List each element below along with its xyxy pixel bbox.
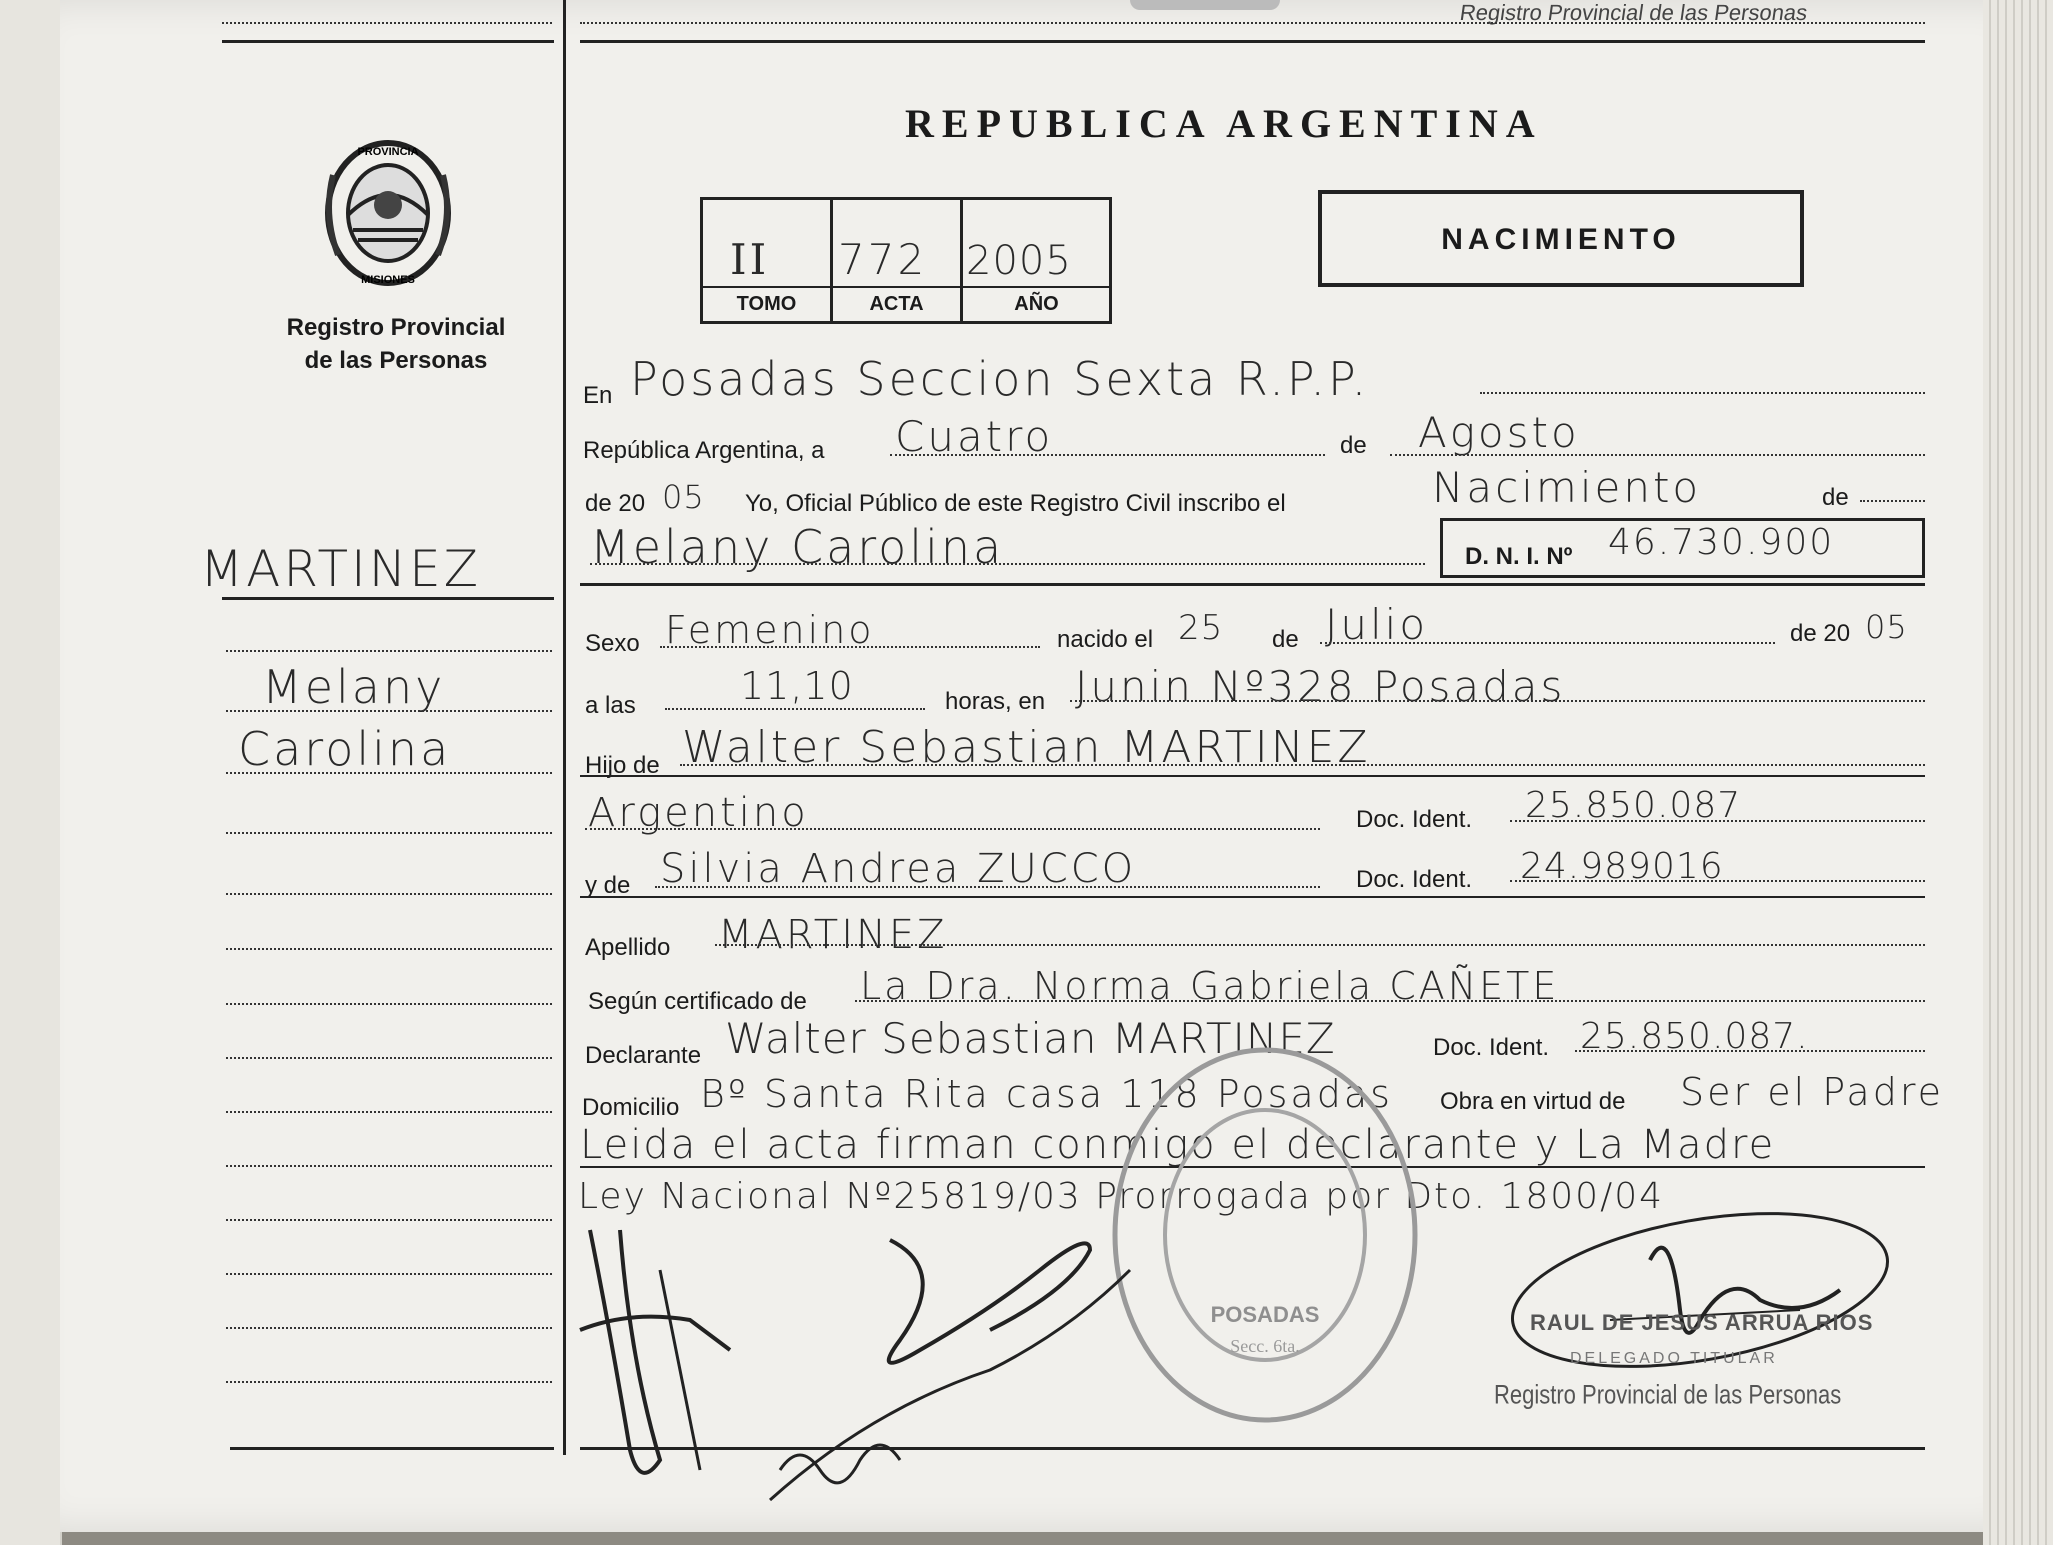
dotted-line	[226, 832, 552, 834]
dotted-line	[226, 1273, 552, 1275]
stamp-section: Secc. 6ta.	[1230, 1336, 1300, 1356]
year-suffix: 05	[662, 478, 705, 516]
day-word: Cuatro	[895, 412, 1054, 461]
book-binding	[0, 0, 62, 1545]
registry-line2: de las Personas	[304, 347, 488, 374]
father-doc: 25.850.087	[1525, 785, 1742, 826]
birth-place: Junin Nº328 Posadas	[1075, 662, 1566, 711]
signature-official-icon	[1500, 1200, 1900, 1400]
dotted-line	[1390, 454, 1925, 456]
doc-label-mother: Doc. Ident.	[1356, 866, 1473, 893]
republica-label: República Argentina, a	[583, 437, 825, 464]
dotted-line	[1510, 880, 1925, 882]
dotted-line	[665, 708, 925, 710]
official-office: Registro Provincial de las Personas	[1494, 1379, 1842, 1410]
dotted-line	[660, 646, 1040, 648]
margin-surname: MARTINEZ	[200, 540, 481, 598]
horas-label: horas, en	[945, 688, 1046, 715]
dotted-line	[226, 710, 552, 712]
declarante-value: Walter Sebastian MARTINEZ	[725, 1014, 1336, 1063]
domicilio-label: Domicilio	[582, 1094, 680, 1121]
certificate-value: La Dra. Norma Gabriela CAÑETE	[860, 964, 1560, 1008]
top-seal-fragment	[1130, 0, 1280, 10]
left-bottom-rule	[230, 1447, 554, 1450]
obra-label: Obra en virtud de	[1440, 1088, 1626, 1115]
father-nationality: Argentino	[588, 790, 809, 836]
dotted-line	[226, 772, 552, 774]
en-label: En	[583, 382, 613, 409]
top-stamp-text: Registro Provincial de las Personas	[1458, 0, 1810, 25]
signature-declarante-icon	[570, 1210, 1170, 1510]
acta-label: ACTA	[869, 293, 924, 315]
main-top-rule	[580, 40, 1925, 43]
de-label2: de	[1822, 484, 1849, 511]
segun-label: Según certificado de	[588, 988, 807, 1015]
seal-text-top: PROVINCIA	[357, 146, 419, 158]
ano-value: 2005	[966, 238, 1072, 284]
margin-name1: Melany	[262, 660, 446, 714]
de-label: de	[1340, 432, 1367, 459]
child-name: Melany Carolina	[590, 520, 1005, 574]
doc-label-declarante: Doc. Ident.	[1433, 1034, 1550, 1061]
row-rule	[580, 775, 1925, 777]
province-seal-icon	[318, 135, 458, 290]
note-line1: Leida el acta firman conmigo el declarante y La Madre	[580, 1122, 1776, 1168]
dotted-line	[655, 886, 1320, 888]
tomo-value: II	[730, 235, 770, 284]
birth-year-suffix: 05	[1865, 608, 1908, 646]
surname-rule	[222, 597, 554, 600]
nacido-label: nacido el	[1057, 626, 1154, 653]
mother-name: Silvia Andrea ZUCCO	[660, 846, 1137, 892]
birth-year-prefix: de 20	[1790, 620, 1851, 647]
de-label3: de	[1272, 626, 1299, 653]
stamp-city: POSADAS	[1210, 1302, 1320, 1327]
dotted-line	[226, 650, 552, 652]
column-divider	[563, 0, 566, 1455]
country-title: REPUBLICA ARGENTINA	[905, 101, 1543, 146]
place-value: Posadas Seccion Sexta R.P.P.	[630, 352, 1370, 406]
dotted-line	[226, 948, 552, 950]
dni-label: D. N. I. Nº	[1465, 543, 1573, 570]
act-word: Nacimiento	[1432, 463, 1702, 512]
dotted-line	[1860, 500, 1925, 502]
mother-doc: 24.989016	[1520, 846, 1724, 887]
dotted-line	[580, 22, 1925, 24]
official-name: RAUL DE JESUS ARRUA RIOS	[1530, 1310, 1874, 1335]
left-top-rule	[222, 40, 554, 43]
dotted-line	[1510, 820, 1925, 822]
declarante-label: Declarante	[585, 1042, 702, 1069]
official-title: DELEGADO TITULAR	[1570, 1350, 1778, 1367]
apellido-value: MARTINEZ	[718, 912, 948, 958]
row-rule	[580, 896, 1925, 898]
dotted-line	[226, 1165, 552, 1167]
sexo-value: Femenino	[665, 608, 875, 652]
month-value: Agosto	[1418, 408, 1580, 457]
dotted-line	[890, 454, 1325, 456]
dotted-line	[585, 828, 1320, 830]
dotted-line	[226, 1219, 552, 1221]
page-stack-edge	[1983, 0, 2053, 1545]
dotted-line	[222, 22, 552, 24]
alas-label: a las	[585, 692, 636, 719]
tomo-label: TOMO	[736, 293, 797, 315]
seal-text-bottom: MISIONES	[361, 274, 415, 286]
note-line2: Ley Nacional Nº25819/03 Prorrogada por Dto. 1800/04	[578, 1176, 1665, 1217]
dotted-line	[680, 764, 1925, 766]
section-rule	[580, 583, 1925, 586]
ref-rule	[700, 286, 1112, 288]
apellido-label: Apellido	[585, 934, 671, 961]
registry-line1: Registro Provincial	[286, 314, 506, 341]
dotted-line	[226, 893, 552, 895]
birth-day: 25	[1178, 608, 1224, 648]
dotted-line	[226, 1057, 552, 1059]
dotted-line	[1575, 1050, 1925, 1052]
yo-text: Yo, Oficial Público de este Registro Civil inscribo el	[745, 490, 1286, 517]
dotted-line	[226, 1111, 552, 1113]
obra-value: Ser el Padre	[1680, 1070, 1944, 1114]
dotted-line	[226, 1003, 552, 1005]
ano-label: AÑO	[1014, 293, 1059, 315]
year-prefix: de 20	[585, 490, 646, 517]
dotted-line	[1070, 700, 1925, 702]
dotted-line	[1480, 392, 1925, 394]
dotted-line	[855, 1000, 1925, 1002]
declarante-doc: 25.850.087.	[1580, 1016, 1809, 1057]
domicilio-value: Bº Santa Rita casa 118 Posadas	[700, 1072, 1393, 1116]
dotted-line	[1320, 642, 1775, 644]
yde-label: y de	[585, 872, 631, 899]
acta-value: 772	[838, 235, 928, 284]
act-type-label: NACIMIENTO	[1441, 223, 1681, 256]
dotted-line	[226, 1381, 552, 1383]
hijo-label: Hijo de	[585, 752, 660, 779]
doc-label-father: Doc. Ident.	[1356, 806, 1473, 833]
dni-value: 46.730.900	[1608, 522, 1835, 563]
dotted-line	[715, 944, 1925, 946]
dotted-line	[590, 563, 1425, 565]
father-name: Walter Sebastian MARTINEZ	[682, 722, 1371, 773]
dotted-line	[226, 1327, 552, 1329]
hour-value: 11,10	[740, 664, 854, 708]
sexo-label: Sexo	[585, 630, 640, 657]
margin-name2: Carolina	[238, 722, 452, 776]
birth-month: Julio	[1325, 600, 1429, 649]
